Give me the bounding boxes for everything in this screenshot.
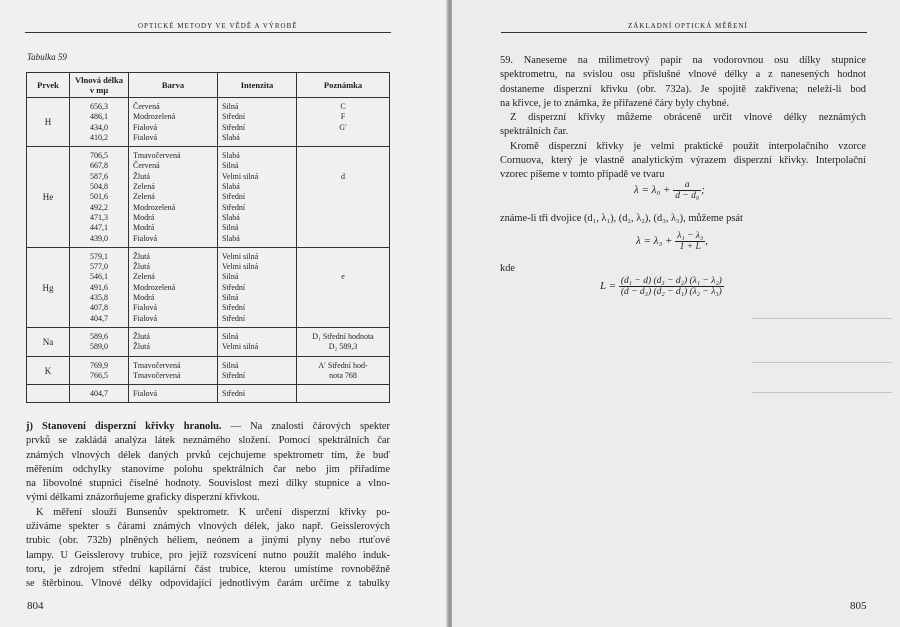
cell-line: Fialová [133,233,157,243]
cell-line: Slabá [222,132,240,142]
cell-line: Silná [222,223,239,233]
text-line: — Na znalosti čárových spekter [221,421,390,432]
text-line: spektrometru, na svislou osu příslušné vlnové délky a z nanesených hodnot [500,69,866,81]
cell-line: Červená [133,161,160,171]
cell-line: Fialová [133,313,157,323]
show-through-rule [752,362,892,363]
cell-element: H [27,98,70,147]
cell-line: Modrozelená [133,202,176,212]
header-rule [25,32,391,33]
cell-line: Fialová [133,122,157,132]
cell-line: Střední [222,370,246,380]
text-line: užíváme spekter s čárami známých vlnových délek, jako např. Geisslerových [26,521,390,533]
running-head: ZÁKLADNÍ OPTICKÁ MĚŘENÍ [628,22,748,30]
cell-line: 492,2 [90,202,108,212]
table-row [27,98,390,147]
table-row [27,327,390,356]
cell-element: Hg [27,247,70,327]
show-through-rule [752,392,892,393]
cell-notes [297,385,390,403]
cell-notes [297,98,390,147]
cell-line [301,314,385,324]
cell-line: Střední [222,122,246,132]
cell-line: 486,1 [90,112,108,122]
cell-notes [297,327,390,356]
cell-line: A′ Střední hod- [318,360,368,370]
text-line: se štěrbinou. Vlnové délky odpovídající jednotlivým čarám určíme z tabulky [26,578,390,590]
cell-colors [129,385,218,403]
formula-lhs: λ = λ₃ + [636,235,673,248]
cell-line [301,203,385,213]
cell-line: D₂ 589,3 [328,342,358,352]
text-line: spektrálních čar. [500,126,569,138]
cell-line: Střední [222,192,246,202]
cell-line: Silná [222,102,239,111]
cell-wavelengths [70,385,129,403]
cell-line [301,161,385,171]
cell-line: Modrá [133,223,155,233]
cell-line: Modrozelená [133,282,176,292]
cell-line: Střední [222,282,246,292]
cell-line [301,252,385,262]
cell-line: Fialová [133,389,157,399]
cell-line: 491,6 [90,282,108,292]
cell-element: K [27,356,70,385]
fraction-denominator: 1 + L [679,242,701,252]
cell-colors [129,147,218,248]
cell-line: 501,6 [90,192,108,202]
cell-line: 546,1 [90,272,108,282]
table-row [27,247,390,327]
cell-line: Červená [133,102,160,111]
cell-line [301,389,385,399]
text-line [26,420,390,434]
cell-line: Modrá [133,212,155,222]
left-body-text [26,420,390,592]
cell-intensities [218,98,297,147]
table-row [27,385,390,403]
cell-line: 407,8 [90,303,108,313]
text-line: 59. Naneseme na milimetrový papír na vodorovnou osu dílky stupnice [500,55,866,66]
cell-line [301,213,385,223]
text-line: známe-li tři dvojice (d₁, λ₁), (d₂, λ₂), (d₃, λ₃), můžeme psát [500,213,743,224]
formula-fraction [675,231,705,252]
cell-line: Žlutá [133,262,150,272]
text-line: dostaneme disperzní křivku (obr. 732a). Je spojitě zakřivena; neleží-li bod [500,83,866,95]
cell-line: Tmavočervená [133,151,181,161]
formula-lhs: λ = λ₀ + [634,184,671,197]
right-body-text-2 [500,212,866,226]
cell-element [27,385,70,403]
cell-line: d [341,171,345,181]
cell-line: Slabá [222,151,240,161]
text-line: Cornuova, který je vlastně analytickým výrazem disperzní křivky. Interpolační [500,155,866,167]
L-formula [600,276,724,297]
cell-line: Žlutá [133,251,150,261]
text-line: kde [500,263,516,274]
cell-line: 435,8 [90,293,108,303]
three-pair-formula [636,231,708,252]
spectral-lines-table [26,72,390,403]
cell-line: Střední [222,313,246,323]
cell-intensities [218,247,297,327]
cell-line: Modrá [133,293,155,303]
col-header-wavelength: Vlnová délka v mμ [70,73,129,98]
cell-line: 769,9 [90,360,108,370]
cell-line: G′ [339,122,347,132]
cell-colors [129,356,218,385]
cell-line: Žlutá [133,171,150,181]
cell-line: 410,2 [90,132,108,142]
col-header-note: Poznámka [297,73,390,98]
text-line: vými délkami znázorňujeme graficky disperzní křivkou. [26,492,260,504]
cornu-formula [634,180,705,201]
col-header-element: Prvek [27,73,70,98]
cell-line [301,303,385,313]
cell-line: Žlutá [133,342,150,352]
cell-line: Slabá [222,182,240,192]
cell-line: Tmavočervená [133,370,181,380]
cell-line: Silná [222,161,239,171]
cell-colors [129,98,218,147]
cell-line: Fialová [133,303,157,313]
text-line: na libovolné stupnici číselné hodnoty. Souvislost mezi dílky stupnice a vlno- [26,478,390,490]
text-line: K měření slouží Bunsenův spektrometr. K určení disperzní křivky po- [36,506,390,518]
cell-line: Slabá [222,212,240,222]
cell-line: e [341,272,345,282]
cell-line: Tmavočervená [133,360,181,370]
page-number: 804 [27,600,44,612]
cell-line: nota 768 [329,370,357,380]
cell-line: Silná [222,293,239,303]
cell-wavelengths [70,356,129,385]
cell-line: 404,7 [90,313,108,323]
cell-line [301,192,385,202]
cell-line: Slabá [222,233,240,243]
table-row [27,356,390,385]
cell-line: 766,5 [90,370,108,380]
cell-line [301,262,385,272]
cell-line: 471,3 [90,212,108,222]
header-rule [501,32,867,33]
cell-line: 579,1 [90,251,108,261]
formula-tail: , [705,235,708,248]
table-row [27,147,390,248]
cell-line: Velmi silná [222,262,259,272]
cell-line: 706,5 [90,151,108,161]
cell-colors [129,247,218,327]
formula-tail: ; [701,184,705,197]
cell-line: Silná [222,272,239,282]
page-number: 805 [850,600,867,612]
cell-line [301,283,385,293]
cell-wavelengths [70,247,129,327]
kde-label [500,262,600,276]
cell-line: 667,8 [90,161,108,171]
cell-line: Střední [222,202,246,212]
cell-line: Velmi silná [222,342,259,352]
text-line: toru, je zdrojem střední kapilární část trubice, kterou umístíme rovnoběžně [26,563,390,575]
formula-fraction [673,180,701,201]
text-line: měřením odchylky stanovíme polohu spektrálních čar nebo jim přiřadíme [26,463,390,475]
cell-line: 656,3 [90,102,108,111]
right-page [452,0,900,627]
right-body-text [500,54,866,183]
cell-line [301,182,385,192]
cell-wavelengths [70,98,129,147]
table-caption: Tabulka 59 [27,52,67,62]
cell-line: 589,6 [90,331,108,341]
cell-line: 577,0 [90,262,108,272]
text-line: trubic (obr. 732b) plněných héliem, neónem a jinými plyny nebo rtuťové [26,535,390,547]
cell-element: He [27,147,70,248]
cell-wavelengths [70,327,129,356]
cell-line: Zelená [133,182,155,192]
fraction-denominator: d − d₀ [675,191,700,201]
text-line: Z disperzní křivky můžeme obráceně určit vlnové délky neznámých [510,112,866,124]
cell-notes [297,247,390,327]
fraction-numerator: λ₁ − λ₃ [677,231,704,241]
cell-line: Modrozelená [133,112,176,122]
formula-lhs: L = [600,280,617,293]
text-line: vzorec píšeme v tomto případě ve tvaru [500,169,665,181]
cell-intensities [218,327,297,356]
cell-element: Na [27,327,70,356]
cell-line: Velmi silná [222,171,259,181]
cell-line [301,223,385,233]
cell-line: 589,0 [90,342,108,352]
text-line: známých vlnových délek daných prvků cejchujeme spektrometr tím, že buď [26,449,390,461]
cell-line: Silná [222,360,239,370]
cell-line: 504,8 [90,182,108,192]
cell-notes [297,147,390,248]
cell-line: Střední [222,303,246,313]
cell-line: Střední [222,112,246,122]
cell-line: F [340,112,346,122]
cell-line: C [340,102,346,111]
fraction-numerator: a [673,180,701,191]
cell-line: Zelená [133,192,155,202]
cell-line: 447,1 [90,223,108,233]
cell-colors [129,327,218,356]
fraction-numerator: (d₁ − d) (d₃ − d₂) (λ₁ − λ₂) [620,276,722,286]
table-header-row [27,73,390,98]
col-header-color: Barva [129,73,218,98]
show-through-rule [752,318,892,319]
cell-line: 587,6 [90,171,108,181]
cell-line: 404,7 [90,389,108,399]
text-line: lampy. U Geisslerovy trubice, pro jejíž rozsvícení nutno použít malého induk- [26,549,390,561]
cell-line: 439,0 [90,233,108,243]
cell-line: Střední [222,389,246,399]
cell-line: Zelená [133,272,155,282]
text-line: na křivce, je to známka, že přiřazené čáry byly chybné. [500,97,730,109]
cell-line: Fialová [133,132,157,142]
cell-line: Velmi silná [222,251,259,261]
cell-line: Silná [222,331,239,341]
cell-intensities [218,356,297,385]
left-page [0,0,448,627]
cell-line [301,293,385,303]
cell-line: Žlutá [133,331,150,341]
formula-fraction [619,276,724,297]
cell-intensities [218,147,297,248]
running-head: OPTICKÉ METODY VE VĚDĚ A VÝROBĚ [138,22,298,30]
cell-intensities [218,385,297,403]
col-header-intensity: Intenzita [218,73,297,98]
cell-notes [297,356,390,385]
cell-line [301,234,385,244]
cell-line [301,133,385,143]
section-heading: j) Stanovení disperzní křivky hranolu. [26,421,222,432]
cell-line: 434,0 [90,122,108,132]
cell-wavelengths [70,147,129,248]
text-line: Kromě disperzní křivky je velmi praktické použít interpolačního vzorce [510,140,866,152]
cell-line [301,151,385,161]
text-line: prvků se zakládá analýza látek neznámého složení. Pomocí spektrálních čar [26,435,390,447]
fraction-denominator: (d − d₃) (d₂ − d₁) (λ₂ − λ₃) [620,287,722,297]
cell-line: D₁ Střední hodnota [312,331,374,341]
